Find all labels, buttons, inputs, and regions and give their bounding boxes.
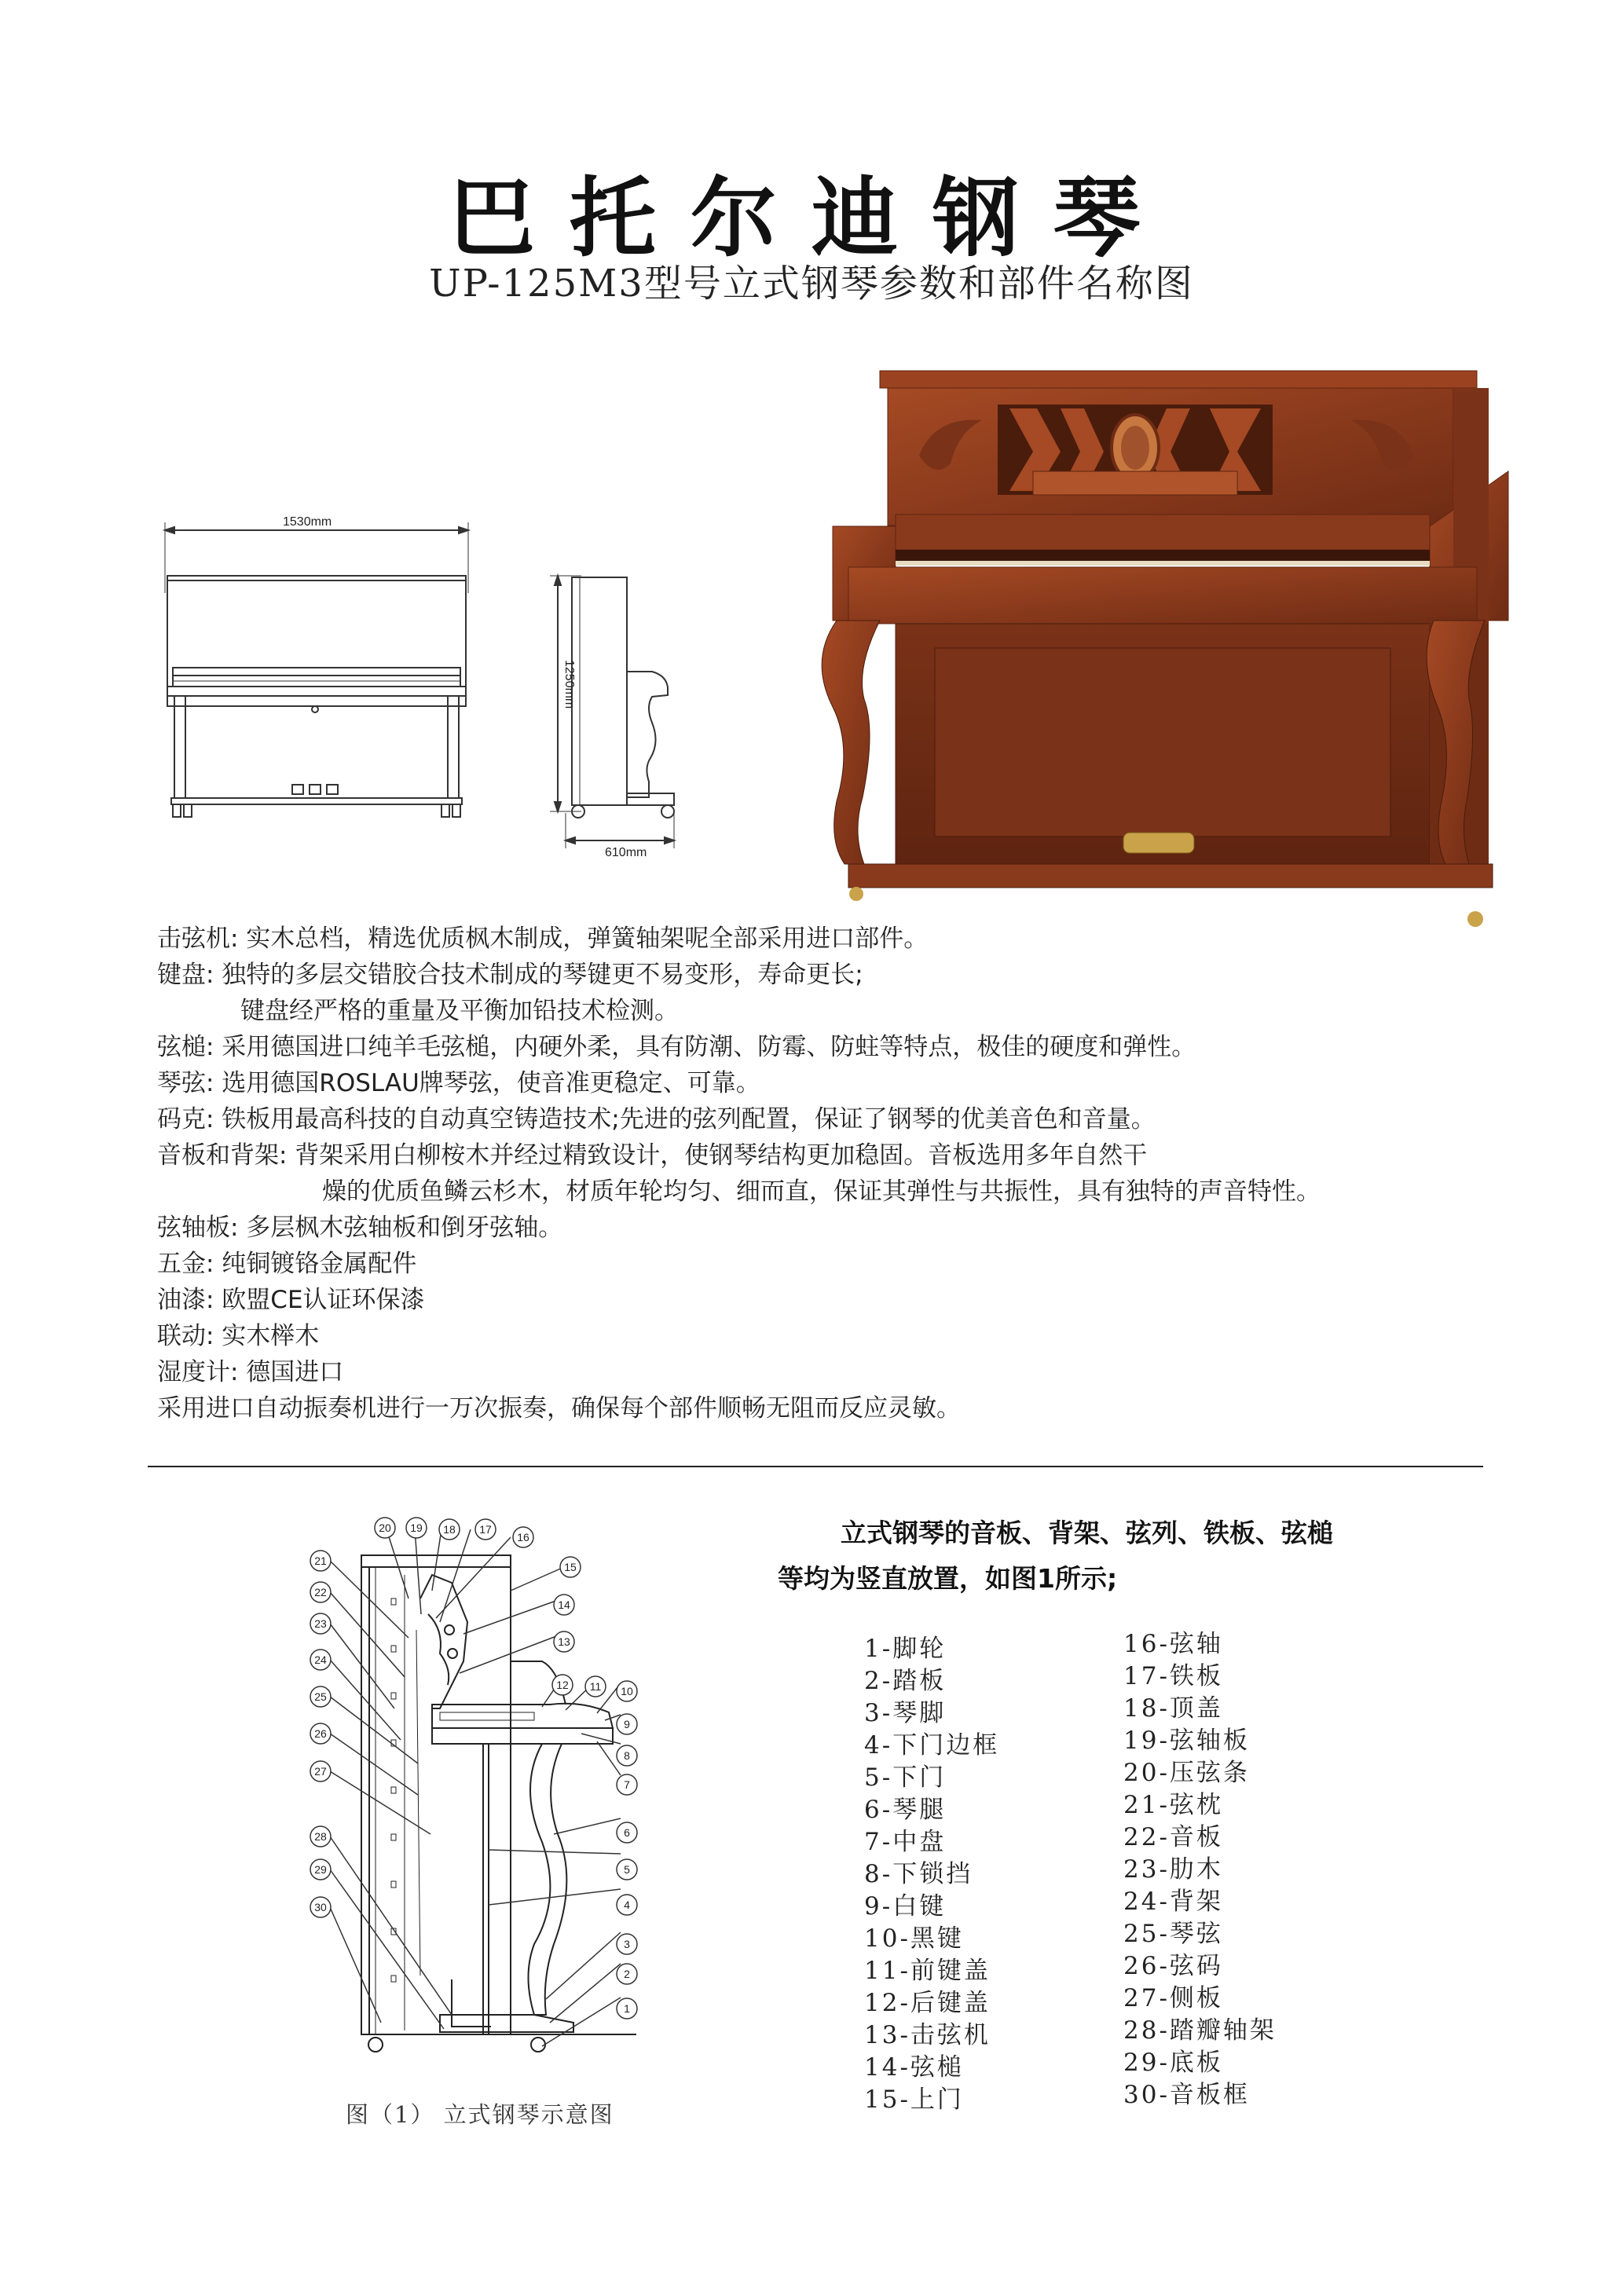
spec-label: 五金:: [157, 1250, 214, 1278]
spec-label: 击弦机:: [157, 925, 239, 953]
callout-26: 26: [314, 1727, 327, 1740]
callout-3: 3: [624, 1938, 630, 1950]
part-item: 9-白键: [864, 1892, 947, 1921]
spec-line: [157, 1283, 425, 1317]
spec-label: 琴弦:: [157, 1069, 214, 1097]
part-item: 4-下门边框: [864, 1731, 1000, 1760]
part-item: 18-顶盖: [1123, 1694, 1223, 1723]
part-item: 8-下锁挡: [864, 1860, 973, 1888]
callout-22: 22: [314, 1586, 327, 1598]
callout-1: 1: [624, 2002, 630, 2015]
callout-7: 7: [624, 1778, 630, 1791]
spec-text: 欧盟CE认证环保漆: [214, 1286, 425, 1314]
spec-text: 铁板用最高科技的自动真空铸造技术;先进的弦列配置，保证了钢琴的优美音色和音量。: [214, 1105, 1156, 1133]
spec-text: 采用德国进口纯羊毛弦槌，内硬外柔，具有防潮、防霉、防蛀等特点，极佳的硬度和弹性。: [214, 1033, 1196, 1061]
spec-text: 实木榉木: [214, 1322, 320, 1350]
page-title: 巴托尔迪钢琴: [449, 168, 1174, 269]
part-item: 22-音板: [1123, 1823, 1223, 1851]
callout-11: 11: [589, 1680, 602, 1693]
spec-label: 油漆:: [157, 1286, 214, 1314]
part-item: 23-肋木: [1123, 1855, 1223, 1884]
spec-label: 音板和背架:: [157, 1141, 288, 1170]
callout-30: 30: [314, 1901, 327, 1913]
part-item: 13-击弦机: [864, 2021, 991, 2049]
spec-text: 独特的多层交错胶合技术制成的琴键更不易变形，寿命更长;: [214, 961, 863, 989]
orientation-note: [778, 1511, 1485, 1602]
part-item: 27-侧板: [1123, 1984, 1223, 2012]
callout-12: 12: [556, 1679, 569, 1691]
front-view-drawing: [157, 507, 487, 829]
spec-text: 选用德国ROSLAU牌琴弦，使音准更稳定、可靠。: [214, 1069, 760, 1097]
part-item: 6-琴腿: [864, 1796, 947, 1824]
part-item: 21-弦枕: [1123, 1791, 1223, 1819]
spec-line: [157, 1066, 760, 1100]
callout-20: 20: [379, 1522, 391, 1534]
spec-label: 弦轴板:: [157, 1214, 239, 1242]
callout-14: 14: [558, 1598, 570, 1611]
piano-photo: [801, 361, 1493, 943]
part-item: 12-后键盖: [864, 1989, 991, 2017]
note-line-2: 等均为竖直放置，如图1所示;: [778, 1563, 1118, 1594]
part-item: 17-铁板: [1123, 1662, 1223, 1690]
callout-8: 8: [624, 1749, 630, 1762]
callout-18: 18: [443, 1523, 456, 1536]
spec-line: [157, 958, 863, 992]
spec-line: [157, 1138, 1147, 1173]
callout-17: 17: [479, 1523, 492, 1536]
callout-15: 15: [564, 1561, 577, 1573]
part-item: 24-背架: [1123, 1888, 1223, 1916]
part-item: 28-踏瓣轴架: [1123, 2016, 1277, 2045]
figure-caption: 图（1） 立式钢琴示意图: [346, 2101, 614, 2128]
section-divider: [148, 1466, 1483, 1467]
depth-dimension-label: 610mm: [605, 846, 647, 859]
part-item: 15-上门: [864, 2085, 964, 2114]
callout-4: 4: [624, 1899, 630, 1911]
part-item: 3-琴脚: [864, 1699, 947, 1727]
part-item: 20-压弦条: [1123, 1759, 1250, 1787]
spec-line: [157, 1355, 343, 1390]
part-item: 7-中盘: [864, 1828, 947, 1856]
callout-29: 29: [314, 1863, 327, 1876]
part-item: 1-脚轮: [864, 1635, 947, 1663]
spec-line: [322, 1174, 1321, 1209]
width-dimension-label: 1530mm: [283, 515, 332, 529]
height-dimension-label: 1250mm: [562, 660, 576, 709]
callout-23: 23: [314, 1617, 327, 1630]
spec-label: 联动:: [157, 1322, 214, 1350]
part-item: 11-前键盖: [864, 1957, 991, 1985]
callout-10: 10: [621, 1685, 633, 1697]
spec-text: 德国进口: [238, 1358, 344, 1386]
callout-21: 21: [314, 1554, 327, 1567]
spec-text: 实木总档，精选优质枫木制成，弹簧轴架呢全部采用进口部件。: [238, 925, 929, 953]
callout-13: 13: [558, 1635, 570, 1648]
spec-text: 燥的优质鱼鳞云杉木，材质年轮均匀、细而直，保证其弹性与共振性，具有独特的声音特性。: [322, 1177, 1321, 1206]
part-item: 19-弦轴板: [1123, 1727, 1250, 1755]
note-line-1: 立式钢琴的音板、背架、弦列、铁板、弦槌: [841, 1518, 1333, 1548]
spec-text: 多层枫木弦轴板和倒牙弦轴。: [238, 1214, 563, 1242]
callout-16: 16: [517, 1531, 529, 1543]
callout-19: 19: [410, 1522, 423, 1534]
callout-25: 25: [314, 1690, 327, 1703]
spec-label: 码克:: [157, 1105, 214, 1133]
spec-text: 采用进口自动振奏机进行一万次振奏，确保每个部件顺畅无阻而反应灵敏。: [157, 1394, 961, 1423]
spec-line: [157, 1102, 1156, 1137]
callout-5: 5: [624, 1863, 630, 1876]
callout-6: 6: [624, 1826, 630, 1839]
callout-2: 2: [624, 1968, 630, 1980]
page-subtitle: UP-125M3型号立式钢琴参数和部件名称图: [429, 262, 1194, 306]
spec-label: 湿度计:: [157, 1358, 239, 1386]
callout-28: 28: [314, 1830, 327, 1843]
part-item: 26-弦码: [1123, 1952, 1223, 1980]
part-item: 29-底板: [1123, 2049, 1223, 2077]
part-item: 2-踏板: [864, 1667, 947, 1695]
part-item: 5-下门: [864, 1763, 947, 1792]
spec-line: [157, 1319, 319, 1353]
part-item: 30-音板框: [1123, 2081, 1250, 2109]
cross-section-diagram: [283, 1504, 723, 2101]
spec-line: [157, 921, 928, 956]
spec-line: [157, 1210, 562, 1245]
spec-text: 背架采用白柳桉木并经过精致设计，使钢琴结构更加稳固。音板选用多年自然干: [287, 1141, 1148, 1170]
part-item: 25-琴弦: [1123, 1920, 1223, 1948]
side-view-drawing: [534, 562, 731, 859]
spec-text: 键盘经严格的重量及平衡加铅技术检测。: [240, 997, 679, 1025]
spec-label: 键盘:: [157, 961, 214, 989]
callout-27: 27: [314, 1765, 327, 1778]
part-item: 16-弦轴: [1123, 1630, 1223, 1658]
part-item: 10-黑键: [864, 1924, 964, 1953]
spec-line: [157, 1247, 416, 1281]
spec-label: 弦槌:: [157, 1033, 214, 1061]
spec-line: [157, 1391, 961, 1426]
spec-line: [157, 1030, 1196, 1064]
callout-9: 9: [624, 1718, 630, 1730]
callout-24: 24: [314, 1653, 327, 1666]
spec-line: [240, 994, 679, 1028]
part-item: 14-弦槌: [864, 2053, 964, 2082]
spec-text: 纯铜镀铬金属配件: [214, 1250, 417, 1278]
